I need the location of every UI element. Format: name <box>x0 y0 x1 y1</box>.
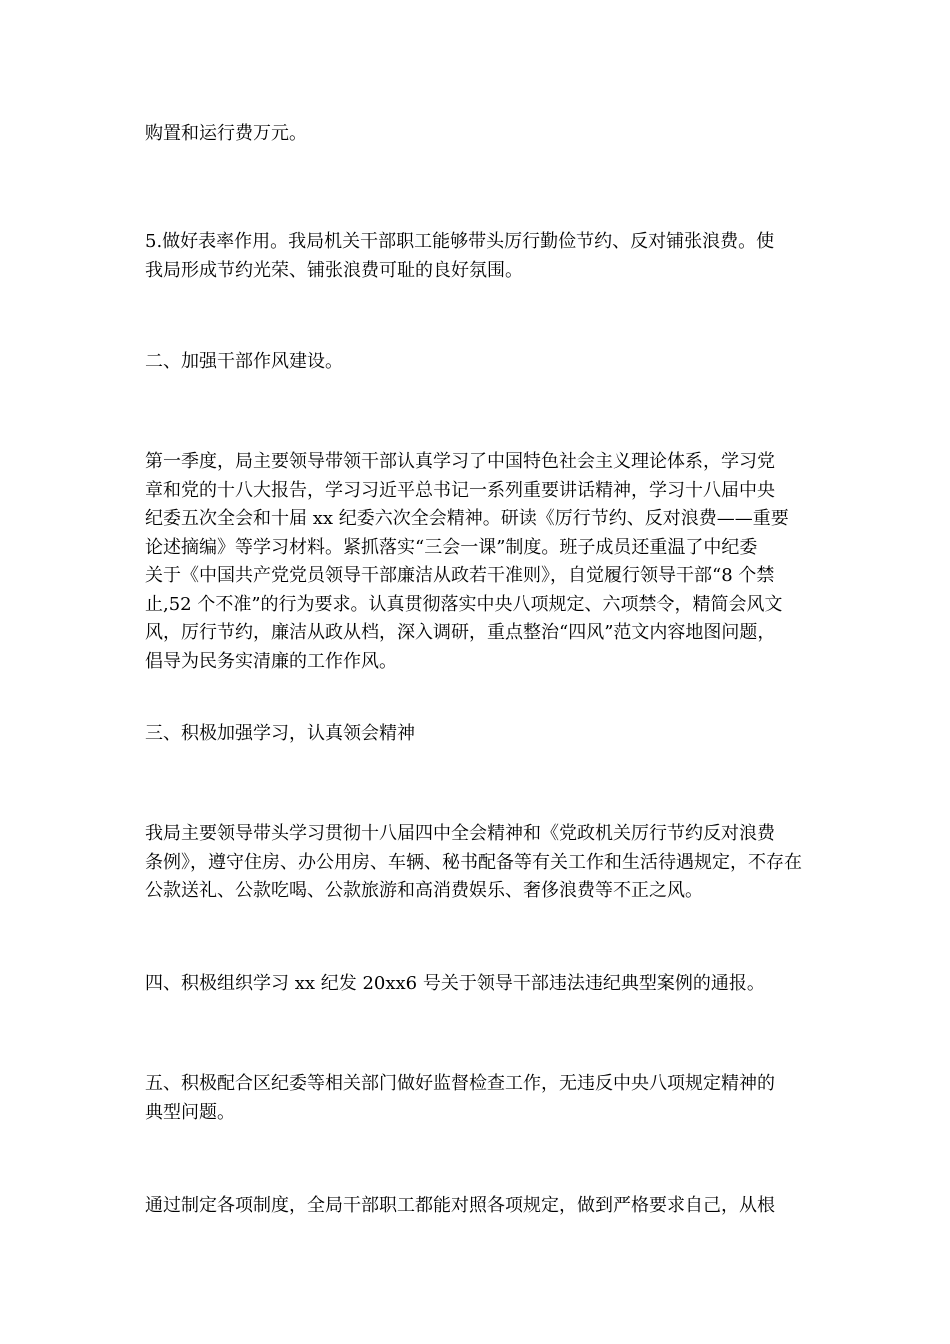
section-heading: 三、积极加强学习，认真领会精神 <box>145 723 415 744</box>
text-line: 通过制定各项制度，全局干部职工都能对照各项规定，做到严格要求自己，从根 <box>145 1195 775 1216</box>
text-line: 第一季度，局主要领导带领干部认真学习了中国特色社会主义理论体系，学习党 <box>145 451 775 472</box>
heading-section-2 <box>145 348 810 377</box>
text-line: 止,52 个不准”的行为要求。认真贯彻落实中央八项规定、六项禁令，精简会风文 <box>145 593 783 615</box>
text-line: 购置和运行费万元。 <box>145 123 307 144</box>
paragraph-fee-fragment <box>145 120 810 149</box>
text-line: 论述摘编》等学习材料。紧抓落实“三会一课”制度。班子成员还重温了中纪委 <box>145 536 758 558</box>
text-line: 章和党的十八大报告，学习习近平总书记一系列重要讲话精神，学习十八届中央 <box>145 479 775 501</box>
text-line: 关于《中国共产党党员领导干部廉洁从政若干准则》，自觉履行领导干部“8 个禁 <box>145 565 775 586</box>
paragraph-study-regulations <box>145 820 810 906</box>
text-line: 倡导为民务实清廉的工作作风。 <box>145 650 397 672</box>
text-line: 5.做好表率作用。我局机关干部职工能够带头厉行勤俭节约、反对铺张浪费。使 <box>145 231 775 252</box>
section-heading: 四、积极组织学习 xx 纪发 20xx6 号关于领导干部违法违纪典型案例的通报。 <box>145 973 765 994</box>
text-line: 风，厉行节约，廉洁从政从档，深入调研，重点整治“四风”范文内容地图问题， <box>145 622 776 643</box>
text-line: 纪委五次全会和十届 xx 纪委六次全会精神。研读《厉行节约、反对浪费——重要 <box>145 508 789 529</box>
section-heading: 二、加强干部作风建设。 <box>145 351 343 372</box>
paragraph-first-quarter <box>145 448 810 676</box>
text-line: 我局形成节约光荣、铺张浪费可耻的良好氛围。 <box>145 259 523 281</box>
section-heading: 五、积极配合区纪委等相关部门做好监督检查工作，无违反中央八项规定精神的 <box>145 1073 775 1094</box>
heading-section-5 <box>145 1070 810 1127</box>
text-line: 条例》，遵守住房、办公用房、车辆、秘书配备等有关工作和生活待遇规定，不存在 <box>145 851 802 873</box>
text-line: 典型问题。 <box>145 1101 235 1123</box>
paragraph-conclusion <box>145 1192 810 1221</box>
text-line: 公款送礼、公款吃喝、公款旅游和高消费娱乐、奢侈浪费等不正之风。 <box>145 880 703 901</box>
heading-section-3 <box>145 720 810 749</box>
paragraph-item-5 <box>145 228 810 285</box>
heading-section-4 <box>145 970 810 999</box>
text-line: 我局主要领导带头学习贯彻十八届四中全会精神和《党政机关厉行节约反对浪费 <box>145 823 775 844</box>
